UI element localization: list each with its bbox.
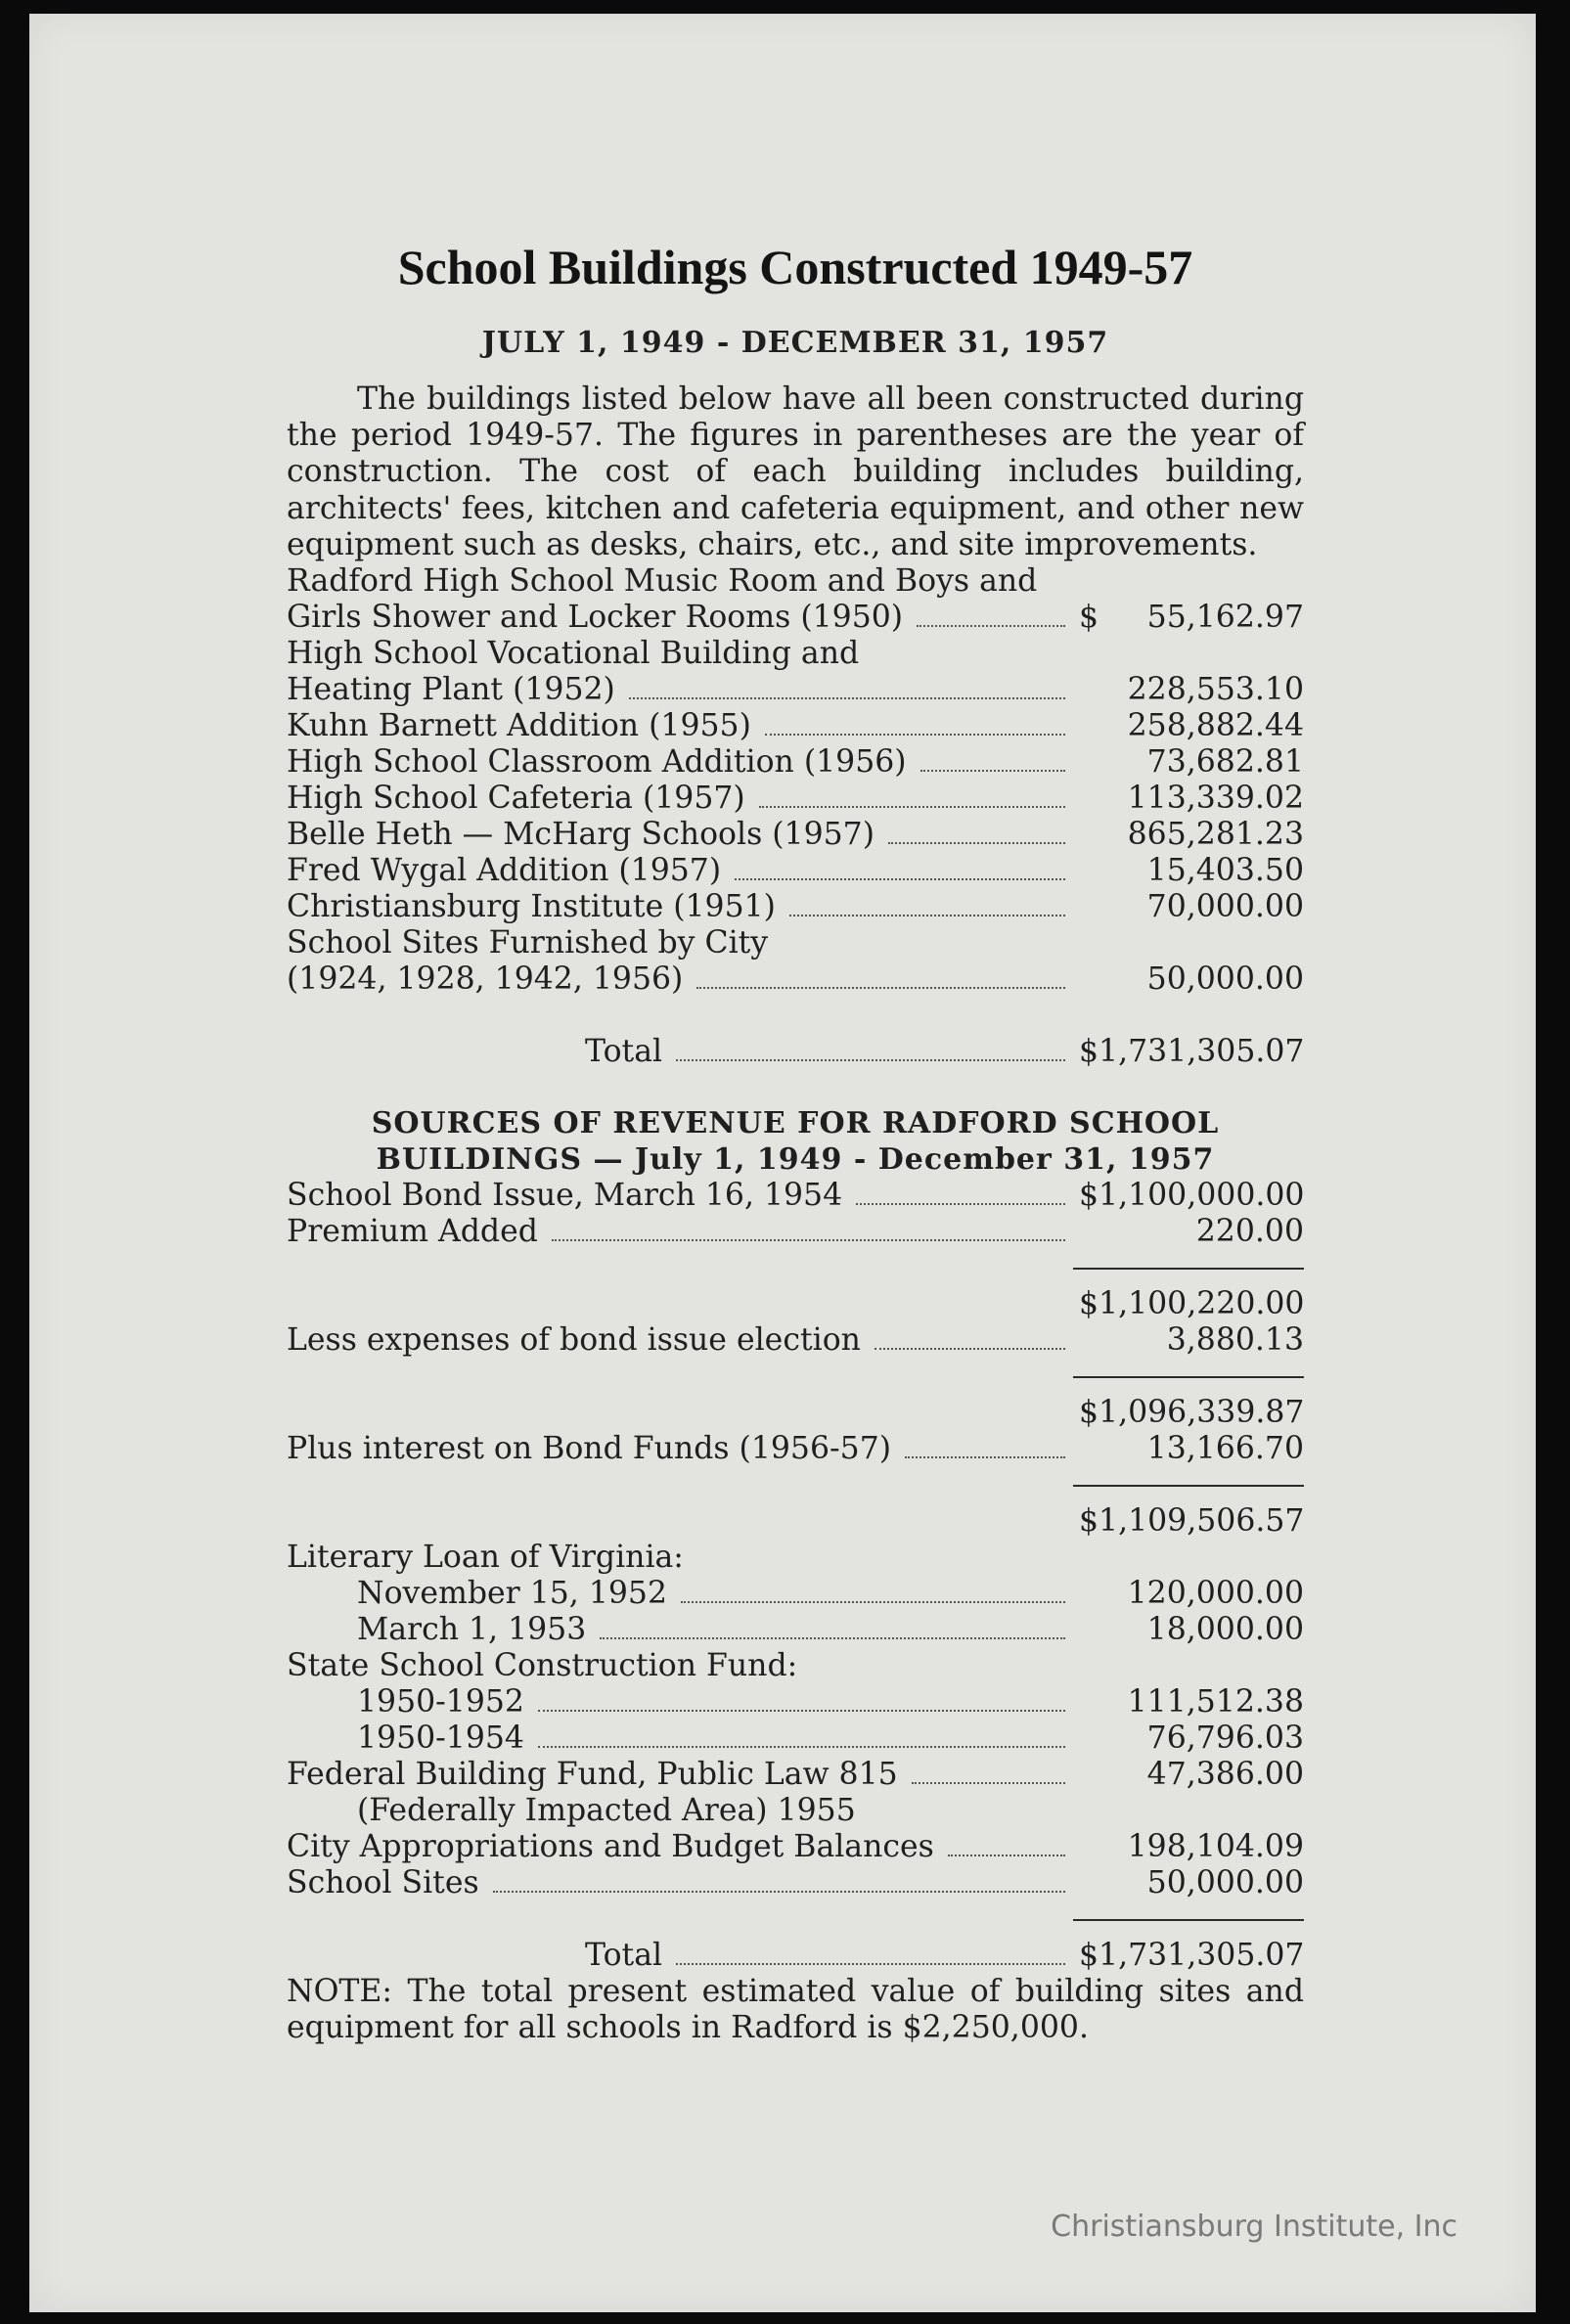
date-range-subtitle: JULY 1, 1949 - DECEMBER 31, 1957: [481, 326, 1109, 360]
building-amount: 15,403.50: [1146, 853, 1304, 889]
revenue-amount: 76,796.03: [1146, 1721, 1304, 1757]
total-label: Total: [585, 1938, 663, 1974]
building-label-line: High School Vocational Building and: [287, 636, 860, 672]
building-amount: 113,339.02: [1127, 781, 1304, 817]
building-amount: 258,882.44: [1127, 708, 1304, 744]
revenue-list: [287, 1178, 1304, 1974]
leader-dots: [676, 1059, 1065, 1061]
revenue-row: [287, 1684, 1304, 1721]
total-label: Total: [585, 1034, 663, 1070]
leader-dots: [681, 1601, 1065, 1603]
leader-dots: [600, 1637, 1065, 1639]
revenue-amount: 111,512.38: [1127, 1684, 1304, 1721]
leader-dots: [735, 878, 1065, 880]
building-amount: 70,000.00: [1146, 889, 1304, 925]
subtotal-row: [287, 1395, 1304, 1431]
intro-paragraph: The buildings listed below have all been constructed during the period 1949-57. The figures in parentheses are the year of construction. The cost of each building includes building, architects' fees, kitchen and cafeteria equipment, and other new equipment such as desks, chairs, etc., and site improvements.: [287, 381, 1304, 562]
note-paragraph: NOTE: The total present estimated value of building sites and equipment for all schools in Radford is $2,250,000.: [287, 1974, 1304, 2046]
building-label-line: School Sites Furnished by City: [287, 925, 769, 961]
building-label-line: Radford High School Music Room and Boys and: [287, 563, 1038, 600]
building-label: Christiansburg Institute (1951): [287, 889, 776, 925]
subtotal-row: [287, 1286, 1304, 1322]
total-amount: $1,731,305.07: [1079, 1034, 1305, 1070]
subtotal-rule-row: [287, 1901, 1304, 1938]
building-label: Heating Plant (1952): [287, 672, 615, 708]
subtotal-rule-row: [287, 1359, 1304, 1395]
revenue-row: [287, 1178, 1304, 1214]
leader-dots: [765, 734, 1065, 736]
revenue-label: School Sites: [287, 1865, 479, 1901]
building-row: [287, 961, 1304, 998]
leader-dots: [759, 806, 1065, 808]
revenue-total-row: [287, 1938, 1304, 1974]
subtotal-row: [287, 1503, 1304, 1540]
revenue-label: City Appropriations and Budget Balances: [287, 1829, 934, 1865]
building-amount: 50,000.00: [1146, 961, 1304, 998]
revenue-row: [287, 1322, 1304, 1359]
leader-dots: [538, 1746, 1065, 1748]
revenue-amount: 13,166.70: [1146, 1431, 1304, 1467]
building-row: [287, 600, 1304, 636]
subtotal-amount: $1,109,506.57: [1079, 1503, 1305, 1540]
buildings-total-row: [287, 1034, 1304, 1070]
building-row: [287, 672, 1304, 708]
leader-dots: [538, 1710, 1065, 1712]
subtotal-rule: [1073, 1376, 1304, 1378]
building-row: [287, 744, 1304, 781]
revenue-amount: 198,104.09: [1127, 1829, 1304, 1865]
revenue-amount: 3,880.13: [1166, 1322, 1304, 1359]
building-amount: 73,682.81: [1146, 744, 1304, 781]
document-page: [29, 14, 1536, 2312]
buildings-list: [287, 563, 1304, 1070]
leader-dots: [948, 1855, 1065, 1856]
building-row: [287, 853, 1304, 889]
watermark: Christiansburg Institute, Inc: [1051, 2210, 1458, 2244]
revenue-row: [287, 1214, 1304, 1250]
building-row: [287, 708, 1304, 744]
subtotal-amount: $1,096,339.87: [1079, 1395, 1305, 1431]
revenue-heading: [287, 1105, 1304, 1178]
building-label: High School Cafeteria (1957): [287, 781, 745, 817]
revenue-label: March 1, 1953: [357, 1612, 587, 1648]
building-label: (1924, 1928, 1942, 1956): [287, 961, 684, 998]
leader-dots: [676, 1963, 1065, 1965]
leader-dots: [888, 842, 1065, 844]
revenue-heading-line: BUILDINGS — July 1, 1949 - December 31, 1957: [376, 1142, 1215, 1178]
revenue-row: [287, 1829, 1304, 1865]
subtotal-rule: [1073, 1268, 1304, 1270]
revenue-row: [287, 1865, 1304, 1901]
revenue-amount: 50,000.00: [1146, 1865, 1304, 1901]
building-row: [287, 817, 1304, 853]
revenue-group-label: Literary Loan of Virginia:: [287, 1540, 684, 1576]
subtotal-rule: [1073, 1919, 1304, 1921]
revenue-label: 1950-1952: [357, 1684, 524, 1721]
revenue-row: [287, 1431, 1304, 1467]
dollar-sign: $: [1079, 600, 1099, 636]
leader-dots: [875, 1348, 1065, 1350]
leader-dots: [920, 770, 1065, 772]
revenue-amount: 220.00: [1195, 1214, 1304, 1250]
revenue-label: School Bond Issue, March 16, 1954: [287, 1178, 843, 1214]
leader-dots: [917, 625, 1065, 627]
leader-dots: [629, 697, 1065, 699]
building-amount: 865,281.23: [1127, 817, 1304, 853]
subtotal-amount: $1,100,220.00: [1079, 1286, 1305, 1322]
building-amount: 228,553.10: [1127, 672, 1304, 708]
revenue-label: 1950-1954: [357, 1721, 524, 1757]
leader-dots: [493, 1891, 1065, 1893]
total-amount: $1,731,305.07: [1079, 1938, 1305, 1974]
revenue-row: [287, 1576, 1304, 1612]
building-amount: 55,162.97: [1146, 600, 1304, 636]
leader-dots: [905, 1456, 1065, 1458]
page-content: [287, 239, 1304, 2046]
revenue-amount: $1,100,000.00: [1079, 1178, 1305, 1214]
revenue-group-label: State School Construction Fund:: [287, 1648, 798, 1684]
leader-dots: [552, 1239, 1065, 1241]
leader-dots: [789, 915, 1065, 916]
revenue-label: Federal Building Fund, Public Law 815: [287, 1757, 898, 1793]
building-label: Fred Wygal Addition (1957): [287, 853, 722, 889]
revenue-label: November 15, 1952: [357, 1576, 667, 1612]
revenue-amount: 120,000.00: [1127, 1576, 1304, 1612]
page-title: School Buildings Constructed 1949-57: [397, 240, 1193, 294]
revenue-label: Plus interest on Bond Funds (1956-57): [287, 1431, 892, 1467]
revenue-label-continuation: (Federally Impacted Area) 1955: [357, 1793, 856, 1829]
revenue-label: Less expenses of bond issue election: [287, 1322, 861, 1359]
subtotal-rule: [1073, 1485, 1304, 1487]
subtotal-rule-row: [287, 1250, 1304, 1286]
leader-dots: [912, 1782, 1065, 1784]
revenue-row: [287, 1721, 1304, 1757]
revenue-amount: 47,386.00: [1146, 1757, 1304, 1793]
revenue-heading-line: SOURCES OF REVENUE FOR RADFORD SCHOOL: [371, 1106, 1220, 1141]
building-row: [287, 781, 1304, 817]
building-label: High School Classroom Addition (1956): [287, 744, 907, 781]
building-label: Girls Shower and Locker Rooms (1950): [287, 600, 904, 636]
revenue-amount: 18,000.00: [1146, 1612, 1304, 1648]
building-label: Belle Heth — McHarg Schools (1957): [287, 817, 875, 853]
leader-dots: [856, 1203, 1065, 1205]
subtotal-rule-row: [287, 1467, 1304, 1503]
leader-dots: [696, 987, 1065, 989]
revenue-row: [287, 1612, 1304, 1648]
building-row: [287, 889, 1304, 925]
building-label: Kuhn Barnett Addition (1955): [287, 708, 751, 744]
revenue-row: [287, 1757, 1304, 1793]
revenue-label: Premium Added: [287, 1214, 538, 1250]
